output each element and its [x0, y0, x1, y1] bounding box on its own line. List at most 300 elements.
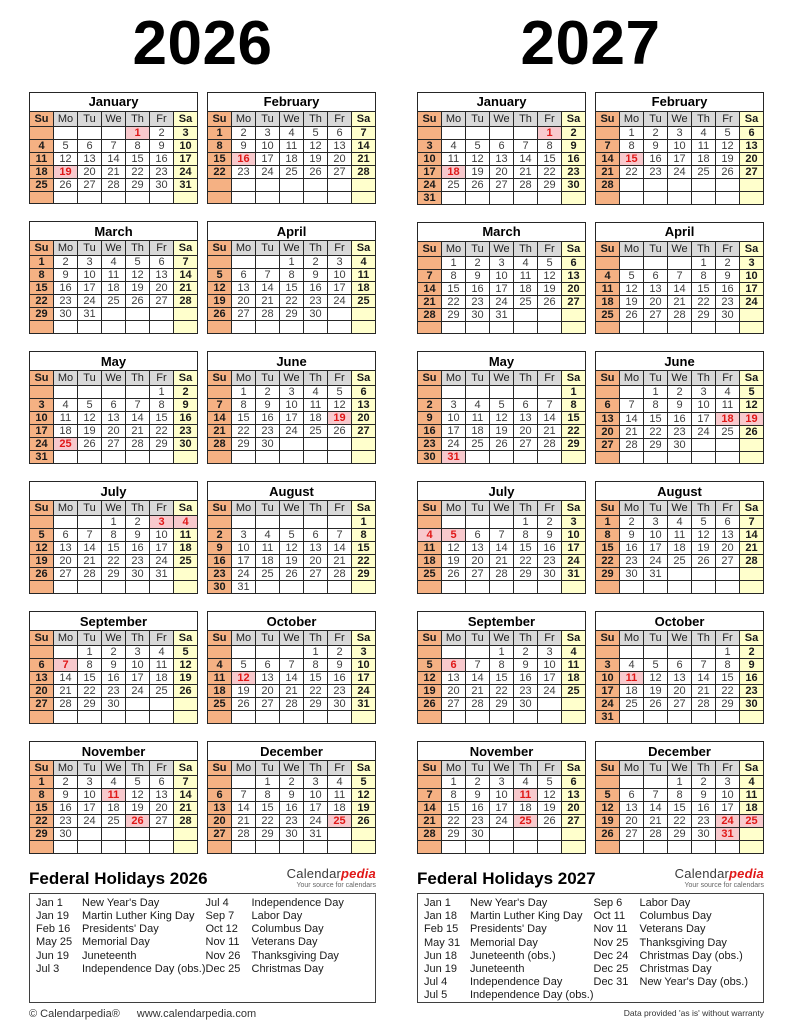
day-cell: 1: [232, 386, 256, 399]
day-cell: 17: [280, 412, 304, 425]
weekday-header-th: Th: [692, 761, 716, 776]
holiday-entry: [206, 897, 376, 910]
day-cell: 8: [30, 269, 54, 282]
empty-cell: [232, 321, 256, 334]
day-cell: 28: [514, 178, 538, 191]
holiday-day-cell: 24: [716, 815, 740, 828]
day-cell: 14: [620, 412, 644, 425]
weekday-header-tu: Tu: [78, 631, 102, 646]
weekday-header-mo: Mo: [620, 241, 644, 256]
empty-cell: [328, 191, 352, 204]
weekday-header-su: Su: [30, 761, 54, 776]
calendarpedia-logo[interactable]: [287, 867, 376, 889]
day-cell: 24: [78, 295, 102, 308]
day-cell: 1: [692, 256, 716, 269]
weekday-header-tu: Tu: [466, 111, 490, 126]
weekday-header-mo: Mo: [442, 111, 466, 126]
month-august-2026: [207, 481, 376, 594]
holiday-entry: [594, 897, 764, 910]
day-cell: 24: [256, 165, 280, 178]
empty-cell: [562, 191, 586, 204]
day-cell: 23: [668, 425, 692, 438]
holiday-name: Independence Day: [251, 896, 344, 909]
month-december-2026: [207, 741, 376, 854]
holiday-date: Oct 12: [205, 923, 238, 936]
day-cell: 4: [620, 659, 644, 672]
day-cell: 1: [150, 386, 174, 399]
weekday-header-sa: Sa: [352, 111, 376, 126]
day-cell: 16: [538, 542, 562, 555]
day-cell: 11: [692, 139, 716, 152]
weekday-header-sa: Sa: [174, 111, 198, 126]
day-cell: 4: [716, 386, 740, 399]
day-cell: 27: [150, 815, 174, 828]
day-cell: 21: [102, 165, 126, 178]
day-cell: 2: [644, 126, 668, 139]
weekday-header-we: We: [280, 111, 304, 126]
holiday-name: Columbus Day: [251, 923, 324, 936]
day-cell: 20: [232, 295, 256, 308]
day-cell: 8: [562, 399, 586, 412]
weekday-header-th: Th: [126, 241, 150, 256]
empty-cell: [692, 711, 716, 724]
calendarpedia-logo[interactable]: [675, 867, 764, 889]
empty-cell: [174, 321, 198, 334]
holiday-name: Thanksgiving Day: [639, 936, 727, 949]
day-cell: 6: [304, 529, 328, 542]
day-cell: 29: [126, 178, 150, 191]
day-cell: 9: [418, 412, 442, 425]
day-cell: 8: [442, 269, 466, 282]
empty-cell: [280, 516, 304, 529]
day-cell: 29: [538, 178, 562, 191]
weekday-header-fr: Fr: [716, 111, 740, 126]
month-october-2027: [595, 611, 764, 724]
day-cell: 19: [126, 282, 150, 295]
day-cell: 1: [490, 646, 514, 659]
month-november-2026: [29, 741, 198, 854]
empty-cell: [232, 841, 256, 854]
day-cell: 7: [174, 776, 198, 789]
holiday-list-2026-right: [206, 897, 376, 1002]
day-cell: 23: [150, 165, 174, 178]
day-cell: 24: [668, 165, 692, 178]
day-cell: 12: [620, 282, 644, 295]
day-cell: 8: [716, 659, 740, 672]
day-cell: 19: [418, 685, 442, 698]
logo-pedia-text: pedia: [341, 865, 376, 881]
day-cell: 22: [716, 685, 740, 698]
month-january-2026: [29, 92, 198, 205]
day-cell: 2: [692, 776, 716, 789]
day-cell: 1: [256, 776, 280, 789]
day-cell: 13: [352, 399, 376, 412]
day-cell: 18: [352, 282, 376, 295]
empty-cell: [596, 451, 620, 464]
day-cell: 5: [280, 529, 304, 542]
holiday-name: Presidents' Day: [82, 923, 159, 936]
day-cell: 21: [280, 685, 304, 698]
day-cell: 26: [232, 698, 256, 711]
day-cell: 5: [596, 789, 620, 802]
day-cell: 2: [150, 126, 174, 139]
month-title: July: [418, 482, 586, 501]
day-cell: 15: [208, 152, 232, 165]
holiday-day-cell: 31: [716, 828, 740, 841]
empty-cell: [596, 256, 620, 269]
day-cell: 28: [78, 568, 102, 581]
day-cell: 16: [716, 282, 740, 295]
day-cell: 3: [328, 256, 352, 269]
years-row: [29, 0, 764, 1020]
weekday-header-tu: Tu: [644, 371, 668, 386]
holiday-name: Juneteenth: [470, 963, 525, 976]
day-cell: 15: [442, 282, 466, 295]
weekday-header-tu: Tu: [644, 241, 668, 256]
day-cell: 23: [208, 568, 232, 581]
day-cell: 9: [644, 139, 668, 152]
day-cell: 29: [30, 828, 54, 841]
day-cell: 16: [208, 555, 232, 568]
website-link[interactable]: www.calendarpedia.com: [136, 1007, 257, 1020]
empty-cell: [692, 646, 716, 659]
day-cell: 4: [256, 529, 280, 542]
day-cell: 14: [232, 802, 256, 815]
day-cell: 14: [352, 139, 376, 152]
year-block-2027: [417, 0, 764, 1020]
empty-cell: [232, 776, 256, 789]
day-cell: 5: [352, 776, 376, 789]
empty-cell: [466, 711, 490, 724]
empty-cell: [716, 568, 740, 581]
holiday-day-cell: 26: [126, 815, 150, 828]
month-september-2026: [29, 611, 198, 724]
day-cell: 26: [538, 295, 562, 308]
weekday-header-tu: Tu: [466, 241, 490, 256]
empty-cell: [490, 841, 514, 854]
day-cell: 5: [490, 399, 514, 412]
weekday-header-fr: Fr: [716, 241, 740, 256]
weekday-header-we: We: [668, 371, 692, 386]
day-cell: 26: [208, 308, 232, 321]
weekday-header-su: Su: [596, 111, 620, 126]
holidays-title-2027: Federal Holidays 2027: [417, 869, 596, 889]
day-cell: 31: [562, 568, 586, 581]
holiday-name: Christmas Day: [251, 962, 324, 975]
day-cell: 16: [126, 542, 150, 555]
day-cell: 28: [418, 828, 442, 841]
day-cell: 23: [418, 438, 442, 451]
day-cell: 27: [466, 568, 490, 581]
holiday-name: Veterans Day: [639, 923, 706, 936]
empty-cell: [692, 841, 716, 854]
empty-cell: [620, 841, 644, 854]
empty-cell: [596, 126, 620, 139]
empty-cell: [78, 516, 102, 529]
empty-cell: [232, 711, 256, 724]
empty-cell: [644, 451, 668, 464]
day-cell: 15: [596, 542, 620, 555]
holiday-day-cell: 25: [54, 438, 78, 451]
weekday-header-th: Th: [304, 241, 328, 256]
day-cell: 25: [280, 165, 304, 178]
day-cell: 13: [644, 282, 668, 295]
day-cell: 14: [174, 269, 198, 282]
month-title: January: [30, 92, 198, 111]
empty-cell: [280, 191, 304, 204]
weekday-header-sa: Sa: [740, 761, 764, 776]
empty-cell: [126, 711, 150, 724]
holiday-day-cell: 19: [740, 412, 764, 425]
day-cell: 28: [418, 308, 442, 321]
holiday-day-cell: 18: [442, 165, 466, 178]
day-cell: 11: [54, 412, 78, 425]
holiday-date: Jan 1: [424, 897, 451, 910]
empty-cell: [256, 646, 280, 659]
empty-cell: [644, 178, 668, 191]
day-cell: 5: [716, 126, 740, 139]
empty-cell: [208, 841, 232, 854]
day-cell: 13: [208, 802, 232, 815]
day-cell: 22: [490, 685, 514, 698]
day-cell: 27: [102, 438, 126, 451]
empty-cell: [514, 191, 538, 204]
day-cell: 11: [442, 152, 466, 165]
empty-cell: [692, 178, 716, 191]
day-cell: 16: [466, 802, 490, 815]
empty-cell: [596, 386, 620, 399]
day-cell: 17: [596, 685, 620, 698]
day-cell: 6: [596, 399, 620, 412]
day-cell: 30: [514, 698, 538, 711]
day-cell: 22: [442, 295, 466, 308]
weekday-header-sa: Sa: [740, 631, 764, 646]
month-november-2027: [417, 741, 586, 854]
weekday-header-mo: Mo: [620, 371, 644, 386]
holiday-day-cell: 6: [442, 659, 466, 672]
empty-cell: [562, 308, 586, 321]
day-cell: 26: [174, 685, 198, 698]
day-cell: 22: [620, 165, 644, 178]
holiday-date: Jun 19: [36, 949, 70, 962]
day-cell: 25: [514, 295, 538, 308]
month-title: May: [30, 352, 198, 371]
day-cell: 1: [102, 516, 126, 529]
empty-cell: [692, 581, 716, 594]
empty-cell: [54, 841, 78, 854]
day-cell: 23: [644, 165, 668, 178]
day-cell: 17: [30, 425, 54, 438]
day-cell: 2: [466, 776, 490, 789]
empty-cell: [740, 438, 764, 451]
weekday-header-mo: Mo: [54, 761, 78, 776]
holiday-day-cell: 15: [620, 152, 644, 165]
holiday-day-cell: 19: [54, 165, 78, 178]
day-cell: 27: [442, 698, 466, 711]
empty-cell: [126, 581, 150, 594]
day-cell: 7: [644, 789, 668, 802]
day-cell: 4: [442, 139, 466, 152]
month-title: November: [30, 742, 198, 761]
empty-cell: [596, 841, 620, 854]
day-cell: 23: [232, 165, 256, 178]
day-cell: 4: [328, 776, 352, 789]
empty-cell: [418, 386, 442, 399]
day-cell: 5: [644, 659, 668, 672]
weekday-header-su: Su: [208, 631, 232, 646]
empty-cell: [304, 841, 328, 854]
day-cell: 28: [174, 295, 198, 308]
empty-cell: [538, 386, 562, 399]
day-cell: 19: [596, 815, 620, 828]
day-cell: 6: [30, 659, 54, 672]
day-cell: 24: [30, 438, 54, 451]
day-cell: 24: [490, 295, 514, 308]
day-cell: 26: [716, 165, 740, 178]
day-cell: 27: [256, 698, 280, 711]
empty-cell: [442, 516, 466, 529]
empty-cell: [102, 308, 126, 321]
day-cell: 3: [442, 399, 466, 412]
month-march-2027: [417, 222, 586, 335]
day-cell: 26: [126, 295, 150, 308]
weekday-header-tu: Tu: [466, 501, 490, 516]
day-cell: 1: [442, 776, 466, 789]
holiday-day-cell: 25: [740, 815, 764, 828]
day-cell: 27: [644, 308, 668, 321]
day-cell: 28: [620, 438, 644, 451]
day-cell: 8: [256, 789, 280, 802]
empty-cell: [620, 191, 644, 204]
empty-cell: [208, 516, 232, 529]
day-cell: 29: [102, 568, 126, 581]
day-cell: 26: [304, 165, 328, 178]
day-cell: 5: [538, 256, 562, 269]
day-cell: 26: [490, 438, 514, 451]
empty-cell: [668, 646, 692, 659]
day-cell: 2: [232, 126, 256, 139]
day-cell: 10: [150, 529, 174, 542]
weekday-header-th: Th: [692, 241, 716, 256]
day-cell: 18: [466, 425, 490, 438]
day-cell: 2: [668, 386, 692, 399]
day-cell: 9: [668, 399, 692, 412]
day-cell: 26: [644, 698, 668, 711]
day-cell: 3: [418, 139, 442, 152]
empty-cell: [150, 698, 174, 711]
day-cell: 10: [538, 659, 562, 672]
weekday-header-tu: Tu: [78, 371, 102, 386]
empty-cell: [174, 581, 198, 594]
empty-cell: [280, 178, 304, 191]
empty-cell: [538, 828, 562, 841]
day-cell: 30: [716, 308, 740, 321]
weekday-header-su: Su: [30, 111, 54, 126]
empty-cell: [466, 126, 490, 139]
weekday-header-su: Su: [418, 111, 442, 126]
day-cell: 4: [102, 256, 126, 269]
day-cell: 18: [208, 685, 232, 698]
day-cell: 28: [596, 178, 620, 191]
empty-cell: [692, 451, 716, 464]
weekday-header-sa: Sa: [352, 631, 376, 646]
day-cell: 14: [54, 672, 78, 685]
day-cell: 5: [54, 139, 78, 152]
empty-cell: [692, 321, 716, 334]
day-cell: 18: [740, 802, 764, 815]
weekday-header-sa: Sa: [352, 761, 376, 776]
day-cell: 23: [328, 685, 352, 698]
holiday-date: Dec 24: [593, 949, 629, 962]
day-cell: 30: [692, 828, 716, 841]
day-cell: 17: [352, 672, 376, 685]
empty-cell: [418, 126, 442, 139]
day-cell: 27: [352, 425, 376, 438]
day-cell: 12: [54, 152, 78, 165]
day-cell: 5: [208, 269, 232, 282]
empty-cell: [644, 776, 668, 789]
day-cell: 28: [490, 568, 514, 581]
holiday-entry: [594, 950, 764, 963]
empty-cell: [514, 841, 538, 854]
day-cell: 27: [596, 438, 620, 451]
day-cell: 7: [466, 659, 490, 672]
page-footer-right: [417, 1008, 764, 1018]
day-cell: 29: [280, 308, 304, 321]
logo-calendar-text: Calendar: [674, 866, 730, 882]
weekday-header-su: Su: [30, 501, 54, 516]
holiday-day-cell: 11: [514, 789, 538, 802]
day-cell: 28: [256, 308, 280, 321]
day-cell: 2: [304, 256, 328, 269]
day-cell: 13: [54, 542, 78, 555]
weekday-header-mo: Mo: [54, 111, 78, 126]
month-title: December: [208, 742, 376, 761]
day-cell: 22: [514, 555, 538, 568]
holiday-name: Thanksgiving Day: [251, 949, 339, 962]
months-grid-2026: [29, 92, 376, 854]
weekday-header-su: Su: [596, 631, 620, 646]
day-cell: 19: [442, 555, 466, 568]
empty-cell: [232, 256, 256, 269]
weekday-header-sa: Sa: [562, 501, 586, 516]
day-cell: 11: [150, 659, 174, 672]
day-cell: 22: [78, 685, 102, 698]
empty-cell: [562, 711, 586, 724]
holiday-day-cell: 7: [54, 659, 78, 672]
day-cell: 3: [668, 126, 692, 139]
holiday-entry: [36, 963, 206, 976]
day-cell: 18: [102, 282, 126, 295]
weekday-header-tu: Tu: [78, 761, 102, 776]
holiday-date: Nov 25: [593, 936, 629, 949]
weekday-header-mo: Mo: [232, 501, 256, 516]
month-title: October: [208, 612, 376, 631]
weekday-header-tu: Tu: [466, 761, 490, 776]
empty-cell: [716, 178, 740, 191]
day-cell: 22: [596, 555, 620, 568]
weekday-header-su: Su: [208, 761, 232, 776]
empty-cell: [208, 178, 232, 191]
day-cell: 25: [466, 438, 490, 451]
month-title: August: [208, 482, 376, 501]
month-title: November: [418, 742, 586, 761]
weekday-header-fr: Fr: [150, 761, 174, 776]
weekday-header-sa: Sa: [740, 371, 764, 386]
month-june-2026: [207, 351, 376, 464]
day-cell: 20: [304, 555, 328, 568]
month-july-2027: [417, 481, 586, 594]
